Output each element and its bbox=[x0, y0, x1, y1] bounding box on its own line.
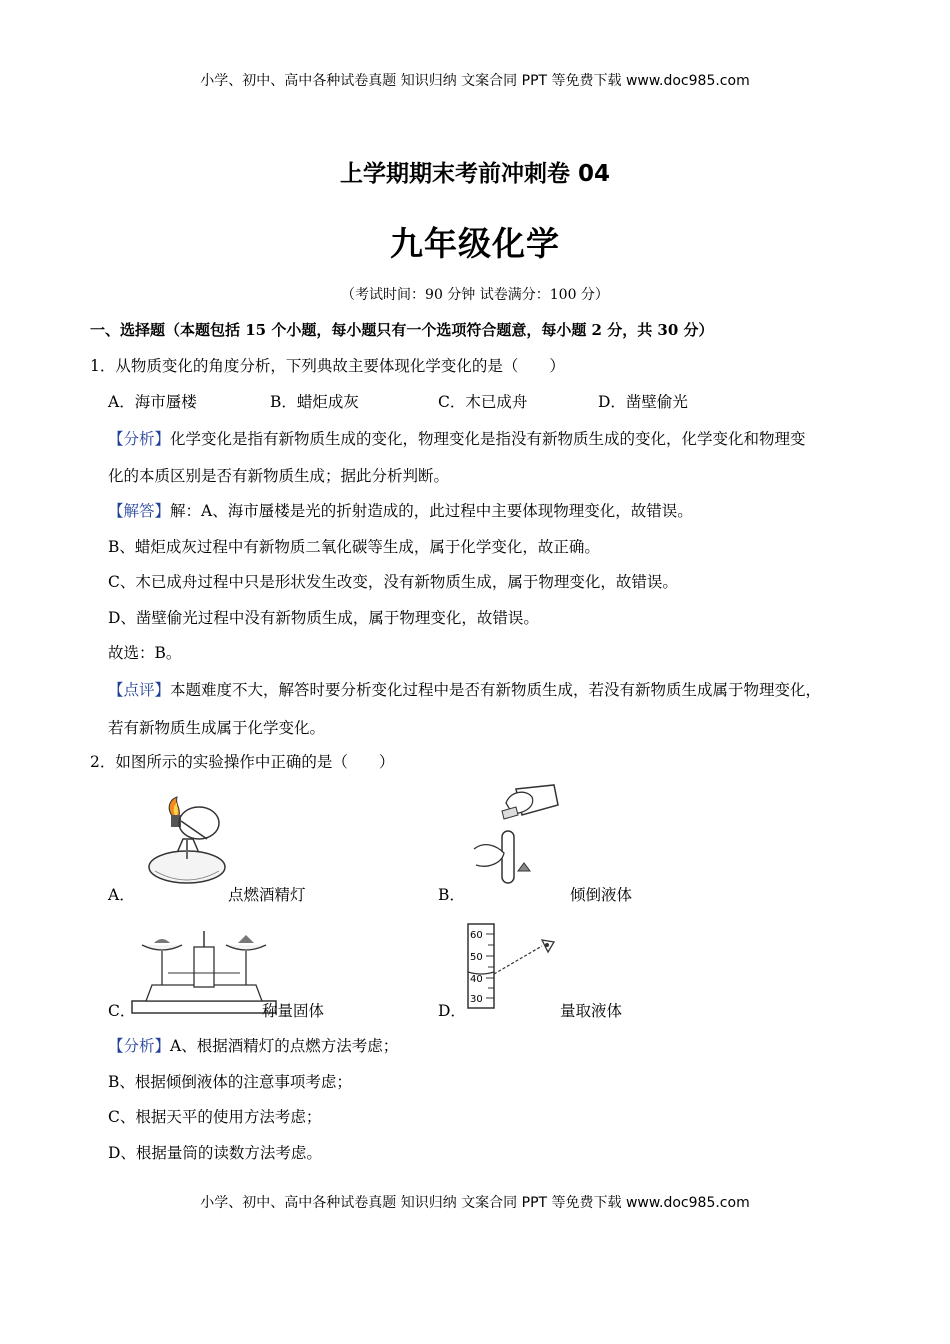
q1-answer-b: B、蜡炬成灰过程中有新物质二氧化碳等生成，属于化学变化，故正确。 bbox=[108, 538, 600, 556]
q1-option-d: D．凿壁偷光 bbox=[598, 393, 688, 411]
q2-analysis-b: B、根据倾倒液体的注意事项考虑； bbox=[108, 1073, 352, 1091]
cylinder-tick-label: 60 bbox=[470, 930, 483, 941]
graduated-cylinder-figure bbox=[464, 922, 564, 1012]
page-header: 小学、初中、高中各种试卷真题 知识归纳 文案合同 PPT 等免费下载 www.doc985.com bbox=[200, 73, 750, 89]
q2-option-d-letter: D． bbox=[438, 1002, 466, 1020]
analysis-text: 化学变化是指有新物质生成的变化，物理变化是指没有新物质生成的变化，化学变化和物理变 bbox=[170, 430, 806, 448]
q1-analysis bbox=[108, 427, 806, 449]
exam-meta: （考试时间：90 分钟 试卷满分：100 分） bbox=[341, 287, 609, 303]
q1-comment bbox=[108, 678, 821, 700]
q2-option-c-caption: 称量固体 bbox=[262, 1002, 325, 1020]
section-heading: 一、选择题（本题包括 15 个小题，每小题只有一个选项符合题意，每小题 2 分，共 30 分） bbox=[90, 321, 714, 339]
comment-tag: 【点评】 bbox=[108, 681, 171, 699]
comment-text: 本题难度不大，解答时要分析变化过程中是否有新物质生成，若没有新物质生成属于物理变化， bbox=[170, 681, 822, 699]
q2-option-b-letter: B． bbox=[438, 886, 465, 904]
q2-analysis-d: D、根据量筒的读数方法考虑。 bbox=[108, 1144, 322, 1162]
q2-option-c-letter: C． bbox=[108, 1002, 136, 1020]
pouring-liquid-figure bbox=[466, 783, 566, 888]
q2-analysis-c: C、根据天平的使用方法考虑； bbox=[108, 1108, 322, 1126]
analysis-tag: 【分析】 bbox=[108, 430, 171, 448]
balance-figure bbox=[128, 925, 280, 1017]
alcohol-lamp-figure bbox=[135, 795, 230, 890]
q2-option-b-caption: 倾倒液体 bbox=[570, 886, 633, 904]
analysis-tag: 【分析】 bbox=[108, 1037, 171, 1055]
q1-option-a: A．海市蜃楼 bbox=[108, 393, 197, 411]
q2-option-d-caption: 量取液体 bbox=[560, 1002, 623, 1020]
q2-option-a-caption: 点燃酒精灯 bbox=[228, 886, 306, 904]
q2-stem: 2．如图所示的实验操作中正确的是（ ） bbox=[90, 753, 395, 771]
paper-title: 上学期期末考前冲刺卷 04 bbox=[339, 161, 610, 187]
answer-text: 解：A、海市蜃楼是光的折射造成的，此过程中主要体现物理变化，故错误。 bbox=[170, 502, 693, 520]
cylinder-tick-label: 30 bbox=[470, 994, 483, 1005]
answer-tag: 【解答】 bbox=[108, 502, 171, 520]
cylinder-tick-label: 50 bbox=[470, 952, 483, 963]
q1-comment-cont: 若有新物质生成属于化学变化。 bbox=[108, 719, 326, 737]
q1-answer-d: D、凿壁偷光过程中没有新物质生成，属于物理变化，故错误。 bbox=[108, 609, 539, 627]
page-footer: 小学、初中、高中各种试卷真题 知识归纳 文案合同 PPT 等免费下载 www.doc985.com bbox=[200, 1195, 750, 1211]
q2-option-a-letter: A． bbox=[108, 886, 135, 904]
q2-analysis bbox=[108, 1034, 398, 1056]
q1-answer-c: C、木已成舟过程中只是形状发生改变，没有新物质生成，属于物理变化，故错误。 bbox=[108, 573, 678, 591]
q1-option-b: B．蜡炬成灰 bbox=[270, 393, 359, 411]
q1-stem: 1．从物质变化的角度分析，下列典故主要体现化学变化的是（ ） bbox=[90, 357, 565, 375]
q1-option-c: C．木已成舟 bbox=[438, 393, 528, 411]
q1-answer bbox=[108, 499, 693, 521]
q1-analysis-cont: 化的本质区别是否有新物质生成；据此分析判断。 bbox=[108, 467, 450, 485]
q1-choice: 故选：B。 bbox=[108, 644, 182, 662]
paper-subtitle: 九年级化学 bbox=[390, 224, 560, 263]
cylinder-tick-label: 40 bbox=[470, 974, 483, 985]
analysis-text: A、根据酒精灯的点燃方法考虑； bbox=[170, 1037, 399, 1055]
